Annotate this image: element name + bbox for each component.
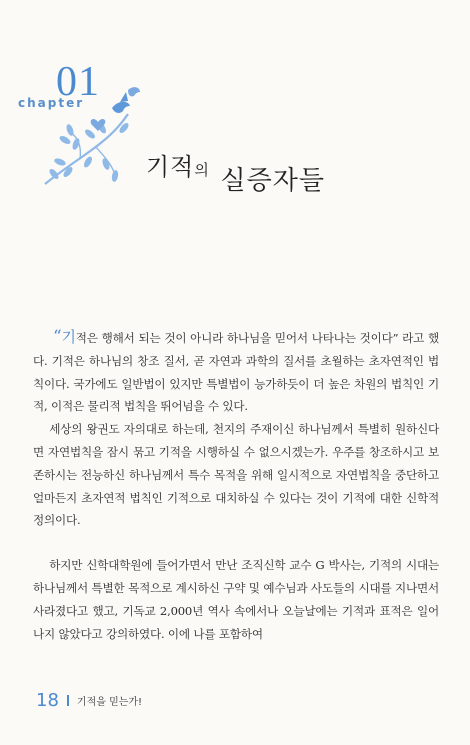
chapter-title	[146, 146, 325, 196]
chapter-label: chapter	[18, 96, 85, 110]
footer-divider	[67, 695, 69, 706]
page-number: 18	[36, 690, 59, 711]
chapter-number: 01	[56, 59, 100, 105]
open-quote: “	[53, 327, 62, 347]
paragraph-1-text: 적은 행해서 되는 것이 아니라 하나님을 믿어서 나타나는 것이다” 라고 했다. 기적은 하나님의 창조 질서, 곧 자연과 과학의 질서를 초월하는 초자연적인 법칙이다. 국가에도 일반법이 있지만 특별법이 능가하듯이 더 높은 차원의 법칙인 기적, 이적은 물리적 법칙을 뛰어넘을 수 있다.	[33, 331, 439, 414]
title-part2: 실증자들	[220, 166, 325, 196]
drop-character: 기	[61, 328, 76, 346]
title-part1: 기적	[146, 153, 195, 181]
branch-with-birds-illustration	[40, 84, 150, 194]
paragraph-1	[33, 326, 439, 418]
title-particle: 의	[194, 161, 210, 179]
page-footer	[36, 690, 142, 711]
paragraph-2: 세상의 왕권도 자의대로 하는데, 천지의 주재이신 하나님께서 특별히 원하신다면 자연법칙을 잠시 묶고 기적을 시행하실 수 없으시겠는가. 우주를 창조하시고 보존하시는 전능하신 하나님께서 특수 목적을 위해 일시적으로 자연법칙을 중단하고 얼마든지 초자연적 법칙인 기적으로 대치하실 수 있다는 것이 기적에 대한 신학적 정의이다.	[33, 422, 439, 528]
paragraph-3: 하지만 신학대학원에 들어가면서 만난 조직신학 교수 G 박사는, 기적의 시대는 하나님께서 특별한 목적으로 계시하신 구약 및 예수님과 사도들의 시대를 지나면서 사라졌다고 했고, 기독교 2,000년 역사 속에서나 오늘날에는 기적과 표적은 일어나지 않았다고 강의하였다. 이에 나를 포함하여	[33, 558, 439, 641]
running-title: 기적을 믿는가!	[76, 697, 143, 708]
body-text	[33, 326, 439, 645]
